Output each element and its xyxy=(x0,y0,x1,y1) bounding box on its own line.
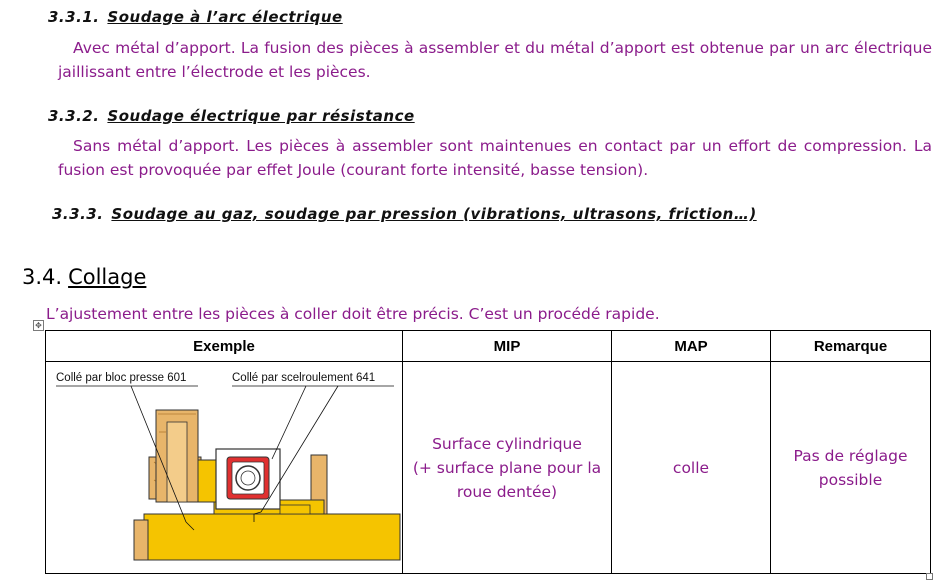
cell-exemple xyxy=(46,362,403,574)
collage-table xyxy=(45,330,931,574)
section-title: Soudage à l’arc électrique xyxy=(107,8,343,26)
section-paragraph-3-3-2 xyxy=(58,134,932,182)
paragraph-text: Sans métal d’apport. Les pièces à assembler sont maintenues en contact par un effort de compression. La fusion est provoquée par effet Joule (courant forte intensité, basse tension). xyxy=(58,137,932,179)
bonding-drawing xyxy=(46,362,402,573)
table-resize-handle-icon[interactable] xyxy=(926,573,933,580)
drawing-label-right: Collé par scelroulement 641 xyxy=(232,372,376,384)
section-heading-3-3-1 xyxy=(48,8,343,26)
section-heading-3-3-2 xyxy=(48,107,415,125)
mip-line: roue dentée) xyxy=(456,482,558,501)
section-number: 3.3.3. xyxy=(52,205,104,223)
paragraph-text: Avec métal d’apport. La fusion des pièces à assembler et du métal d’apport est obtenue par un arc électrique jaillissant entre l’électrode et les pièces. xyxy=(58,39,932,81)
cell-map xyxy=(612,362,771,574)
section-heading-3-4 xyxy=(22,265,146,289)
section-title: Collage xyxy=(68,265,147,289)
cell-remarque xyxy=(771,362,931,574)
mip-line: (+ surface plane pour la xyxy=(412,458,602,477)
cell-mip xyxy=(403,362,612,574)
section-number: 3.3.2. xyxy=(48,107,100,125)
collage-intro: L’ajustement entre les pièces à coller doit être précis. C’est un procédé rapide. xyxy=(46,305,660,323)
header-exemple: Exemple xyxy=(46,331,403,362)
header-remarque: Remarque xyxy=(771,331,931,362)
table-header-row xyxy=(46,331,931,362)
header-map: MAP xyxy=(612,331,771,362)
map-value: colle xyxy=(672,458,710,477)
table-move-handle-icon[interactable]: ✥ xyxy=(33,320,44,331)
section-number: 3.4. xyxy=(22,265,63,289)
remarque-line: Pas de réglage xyxy=(793,446,908,465)
header-mip: MIP xyxy=(403,331,612,362)
table-row xyxy=(46,362,931,574)
section-title: Soudage au gaz, soudage par pression (vibrations, ultrasons, friction…) xyxy=(111,205,757,223)
section-heading-3-3-3 xyxy=(52,205,757,223)
section-number: 3.3.1. xyxy=(48,8,100,26)
remarque-line: possible xyxy=(818,470,883,489)
section-title: Soudage électrique par résistance xyxy=(107,107,415,125)
section-paragraph-3-3-1 xyxy=(58,36,932,84)
drawing-label-left: Collé par bloc presse 601 xyxy=(56,372,187,384)
mip-line: Surface cylindrique xyxy=(432,434,582,453)
